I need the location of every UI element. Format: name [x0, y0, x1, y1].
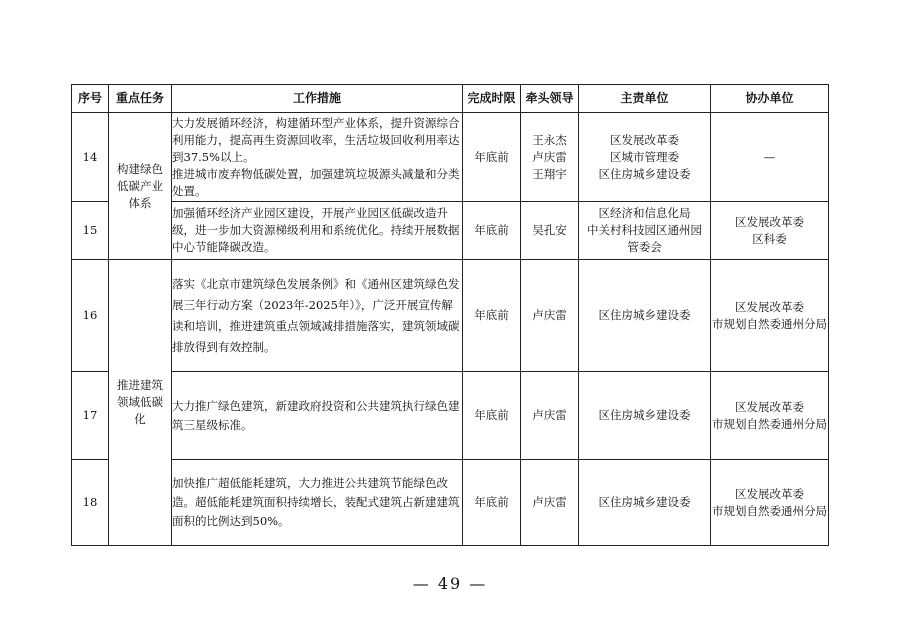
assist-unit-cell — [711, 202, 829, 260]
assist-unit-cell — [711, 460, 829, 546]
assist-unit: 市规划自然委通州分局 — [712, 503, 827, 518]
leader-cell — [521, 260, 579, 372]
row-number: 14 — [72, 113, 109, 202]
task-label: 构建绿色低碳产业体系 — [117, 161, 163, 210]
row-number: 18 — [72, 460, 109, 546]
page-number: — 49 — — [412, 574, 488, 593]
measures-cell — [172, 113, 463, 202]
header-leader: 牵头领导 — [521, 85, 579, 113]
measures-cell — [172, 460, 463, 546]
measure-text: 推进城市废弃物低碳处置，加强建筑垃圾源头减量和分类处置。 — [172, 166, 460, 198]
row-number: 15 — [72, 202, 109, 260]
header-lead-unit: 主责单位 — [579, 85, 711, 113]
leader-name: 卢庆雷 — [532, 408, 567, 422]
leader-name: 卢庆雷 — [532, 308, 567, 322]
header-assist-unit: 协办单位 — [711, 85, 829, 113]
table-row — [72, 372, 829, 460]
assist-unit: 市规划自然委通州分局 — [712, 316, 827, 331]
measure-text: 大力发展循环经济，构建循环型产业体系，提升资源综合利用能力，提高再生资源回收率，生活垃圾回收利用率达到37.5%以上。 — [172, 115, 460, 164]
measures-cell — [172, 372, 463, 460]
task-group-cell — [109, 260, 172, 546]
table-row — [72, 460, 829, 546]
task-table — [71, 84, 829, 546]
row-number: 16 — [72, 260, 109, 372]
measure-text: 大力推广绿色建筑，新建政府投资和公共建筑执行绿色建筑三星级标准。 — [172, 398, 460, 432]
assist-unit: — — [763, 149, 776, 164]
assist-unit: 区发展改革委 — [735, 214, 804, 229]
measures-cell — [172, 260, 463, 372]
lead-unit: 区住房城乡建设委 — [598, 308, 691, 322]
leader-name: 王翔宇 — [532, 166, 567, 181]
lead-unit-cell — [579, 202, 711, 260]
assist-unit-cell — [711, 372, 829, 460]
measures-cell — [172, 202, 463, 260]
lead-unit: 中关村科技园区通州园管委会 — [587, 223, 702, 254]
lead-unit: 区经济和信息化局 — [598, 206, 691, 220]
table-header-row — [72, 85, 829, 113]
assist-unit: 区发展改革委 — [735, 399, 804, 414]
deadline-cell: 年底前 — [463, 260, 521, 372]
table-row — [72, 202, 829, 260]
deadline-cell: 年底前 — [463, 372, 521, 460]
leader-cell — [521, 460, 579, 546]
header-deadline: 完成时限 — [463, 85, 521, 113]
leader-cell — [521, 202, 579, 260]
measure-text: 加快推广超低能耗建筑，大力推进公共建筑节能绿色改造。超低能耗建筑面积持续增长，装配式建筑占新建建筑面积的比例达到50%。 — [172, 476, 460, 528]
lead-unit: 区住房城乡建设委 — [598, 166, 691, 181]
lead-unit-cell — [579, 113, 711, 202]
table-row — [72, 260, 829, 372]
lead-unit: 区住房城乡建设委 — [598, 408, 691, 422]
leader-name: 吴孔安 — [532, 223, 567, 237]
leader-name: 卢庆雷 — [532, 149, 567, 164]
header-task: 重点任务 — [109, 85, 172, 113]
measure-text: 加强循环经济产业园区建设，开展产业园区低碳改造升级，进一步加大资源梯级利用和系统优化。持续开展数据中心节能降碳改造。 — [172, 206, 460, 254]
leader-cell — [521, 113, 579, 202]
deadline-cell: 年底前 — [463, 460, 521, 546]
deadline-cell: 年底前 — [463, 113, 521, 202]
lead-unit-cell — [579, 260, 711, 372]
lead-unit-cell — [579, 372, 711, 460]
header-measures: 工作措施 — [172, 85, 463, 113]
lead-unit: 区城市管理委 — [610, 149, 679, 164]
task-group-cell — [109, 113, 172, 260]
assist-unit: 区发展改革委 — [735, 486, 804, 501]
deadline-cell: 年底前 — [463, 202, 521, 260]
header-no: 序号 — [72, 85, 109, 113]
assist-unit-cell — [711, 113, 829, 202]
lead-unit: 区住房城乡建设委 — [598, 495, 691, 509]
table-row — [72, 113, 829, 202]
task-label: 推进建筑领域低碳化 — [117, 378, 163, 426]
lead-unit: 区发展改革委 — [610, 132, 679, 147]
leader-name: 王永杰 — [532, 132, 567, 147]
measure-text: 落实《北京市建筑绿色发展条例》和《通州区建筑绿色发展三年行动方案（2023年-2025年）》，广泛开展宣传解读和培训，推进建筑重点领域减排措施落实，建筑领域碳排放得到有效控制。 — [172, 276, 460, 354]
leader-cell — [521, 372, 579, 460]
assist-unit-cell — [711, 260, 829, 372]
leader-name: 卢庆雷 — [532, 495, 567, 509]
lead-unit-cell — [579, 460, 711, 546]
assist-unit: 区科委 — [752, 231, 787, 246]
assist-unit: 市规划自然委通州分局 — [712, 416, 827, 431]
assist-unit: 区发展改革委 — [735, 299, 804, 314]
row-number: 17 — [72, 372, 109, 460]
